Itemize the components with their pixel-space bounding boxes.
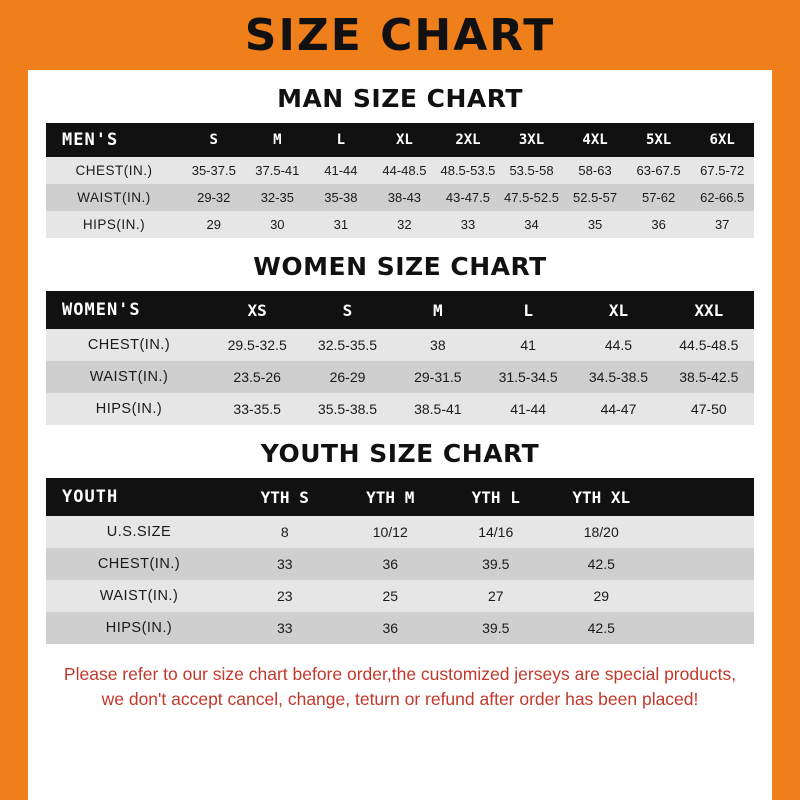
table-row bbox=[46, 157, 754, 184]
table-row bbox=[46, 123, 754, 157]
cell: 35-37.5 bbox=[182, 157, 246, 184]
cell: 37.5-41 bbox=[246, 157, 310, 184]
cell: 57-62 bbox=[627, 184, 691, 211]
cell: 42.5 bbox=[549, 548, 655, 580]
cell-spacer bbox=[654, 580, 754, 612]
cell: 29 bbox=[549, 580, 655, 612]
section-man bbox=[32, 84, 768, 238]
left-orange-bar bbox=[0, 0, 28, 800]
cell: 67.5-72 bbox=[690, 157, 754, 184]
row-head-waist: WAIST(IN.) bbox=[46, 184, 182, 211]
cell: 29 bbox=[182, 211, 246, 238]
col-head-xxl: XXL bbox=[664, 291, 754, 329]
section-title-man: MAN SIZE CHART bbox=[277, 84, 523, 113]
cell: 41 bbox=[483, 329, 573, 361]
cell-spacer bbox=[654, 612, 754, 644]
table-youth-head bbox=[46, 478, 754, 516]
order-notice bbox=[35, 662, 765, 713]
col-head-mens: MEN'S bbox=[46, 123, 182, 157]
col-head-l: L bbox=[309, 123, 373, 157]
notice-line-1: Please refer to our size chart before order,the customized jerseys are special products, bbox=[63, 664, 737, 684]
col-head-yth-l: YTH L bbox=[443, 478, 549, 516]
page-title: SIZE CHART bbox=[244, 10, 556, 61]
cell: 30 bbox=[246, 211, 310, 238]
cell: 32.5-35.5 bbox=[302, 329, 392, 361]
header-band bbox=[0, 0, 800, 70]
row-head-us-size: U.S.SIZE bbox=[46, 516, 232, 548]
cell: 14/16 bbox=[443, 516, 549, 548]
table-women-body bbox=[46, 329, 754, 425]
cell-spacer bbox=[654, 548, 754, 580]
cell: 26-29 bbox=[302, 361, 392, 393]
cell: 58-63 bbox=[563, 157, 627, 184]
cell: 33-35.5 bbox=[212, 393, 302, 425]
cell: 63-67.5 bbox=[627, 157, 691, 184]
cell: 38 bbox=[393, 329, 483, 361]
table-row bbox=[46, 516, 754, 548]
cell: 23.5-26 bbox=[212, 361, 302, 393]
cell: 43-47.5 bbox=[436, 184, 500, 211]
table-row bbox=[46, 291, 754, 329]
cell: 48.5-53.5 bbox=[436, 157, 500, 184]
table-man-head bbox=[46, 123, 754, 157]
cell: 31 bbox=[309, 211, 373, 238]
col-head-spacer bbox=[654, 478, 754, 516]
col-head-womens: WOMEN'S bbox=[46, 291, 212, 329]
cell: 36 bbox=[338, 612, 444, 644]
table-row bbox=[46, 478, 754, 516]
cell: 29.5-32.5 bbox=[212, 329, 302, 361]
table-man-body bbox=[46, 157, 754, 238]
col-head-l: L bbox=[483, 291, 573, 329]
cell: 29-32 bbox=[182, 184, 246, 211]
cell: 44-47 bbox=[573, 393, 663, 425]
col-head-youth: YOUTH bbox=[46, 478, 232, 516]
cell: 37 bbox=[690, 211, 754, 238]
col-head-3xl: 3XL bbox=[500, 123, 564, 157]
col-head-4xl: 4XL bbox=[563, 123, 627, 157]
col-head-yth-s: YTH S bbox=[232, 478, 338, 516]
table-man bbox=[46, 123, 754, 238]
cell: 23 bbox=[232, 580, 338, 612]
cell: 33 bbox=[436, 211, 500, 238]
cell: 29-31.5 bbox=[393, 361, 483, 393]
cell: 38-43 bbox=[373, 184, 437, 211]
section-title-women: WOMEN SIZE CHART bbox=[253, 252, 547, 281]
table-row bbox=[46, 329, 754, 361]
table-row bbox=[46, 580, 754, 612]
cell: 34 bbox=[500, 211, 564, 238]
cell: 44.5-48.5 bbox=[664, 329, 754, 361]
col-head-yth-xl: YTH XL bbox=[549, 478, 655, 516]
row-head-chest: CHEST(IN.) bbox=[46, 157, 182, 184]
row-head-waist: WAIST(IN.) bbox=[46, 580, 232, 612]
cell: 27 bbox=[443, 580, 549, 612]
cell: 62-66.5 bbox=[690, 184, 754, 211]
cell: 36 bbox=[627, 211, 691, 238]
cell: 25 bbox=[338, 580, 444, 612]
cell: 33 bbox=[232, 612, 338, 644]
row-head-chest: CHEST(IN.) bbox=[46, 329, 212, 361]
col-head-5xl: 5XL bbox=[627, 123, 691, 157]
notice-line-2: we don't accept cancel, change, teturn or refund after order has been placed! bbox=[101, 689, 699, 710]
right-orange-bar bbox=[772, 0, 800, 800]
cell: 34.5-38.5 bbox=[573, 361, 663, 393]
cell: 53.5-58 bbox=[500, 157, 564, 184]
cell: 10/12 bbox=[338, 516, 444, 548]
table-row bbox=[46, 184, 754, 211]
cell: 41-44 bbox=[483, 393, 573, 425]
cell: 39.5 bbox=[443, 612, 549, 644]
cell: 35.5-38.5 bbox=[302, 393, 392, 425]
col-head-m: M bbox=[246, 123, 310, 157]
cell: 38.5-41 bbox=[393, 393, 483, 425]
table-youth bbox=[46, 478, 754, 644]
cell-spacer bbox=[654, 516, 754, 548]
cell: 35 bbox=[563, 211, 627, 238]
row-head-hips: HIPS(IN.) bbox=[46, 211, 182, 238]
cell: 52.5-57 bbox=[563, 184, 627, 211]
cell: 42.5 bbox=[549, 612, 655, 644]
cell: 41-44 bbox=[309, 157, 373, 184]
table-row bbox=[46, 361, 754, 393]
cell: 47-50 bbox=[664, 393, 754, 425]
col-head-xl: XL bbox=[573, 291, 663, 329]
section-women bbox=[32, 252, 768, 425]
table-women-head bbox=[46, 291, 754, 329]
cell: 18/20 bbox=[549, 516, 655, 548]
col-head-2xl: 2XL bbox=[436, 123, 500, 157]
table-youth-body bbox=[46, 516, 754, 644]
col-head-m: M bbox=[393, 291, 483, 329]
cell: 31.5-34.5 bbox=[483, 361, 573, 393]
cell: 44-48.5 bbox=[373, 157, 437, 184]
cell: 36 bbox=[338, 548, 444, 580]
col-head-s: S bbox=[302, 291, 392, 329]
col-head-6xl: 6XL bbox=[690, 123, 754, 157]
row-head-waist: WAIST(IN.) bbox=[46, 361, 212, 393]
section-youth bbox=[32, 439, 768, 644]
table-row bbox=[46, 211, 754, 238]
row-head-hips: HIPS(IN.) bbox=[46, 393, 212, 425]
table-row bbox=[46, 393, 754, 425]
cell: 33 bbox=[232, 548, 338, 580]
cell: 8 bbox=[232, 516, 338, 548]
row-head-hips: HIPS(IN.) bbox=[46, 612, 232, 644]
cell: 35-38 bbox=[309, 184, 373, 211]
table-row bbox=[46, 612, 754, 644]
cell: 44.5 bbox=[573, 329, 663, 361]
table-row bbox=[46, 548, 754, 580]
cell: 38.5-42.5 bbox=[664, 361, 754, 393]
col-head-yth-m: YTH M bbox=[338, 478, 444, 516]
col-head-xl: XL bbox=[373, 123, 437, 157]
table-women bbox=[46, 291, 754, 425]
cell: 39.5 bbox=[443, 548, 549, 580]
cell: 47.5-52.5 bbox=[500, 184, 564, 211]
cell: 32-35 bbox=[246, 184, 310, 211]
col-head-s: S bbox=[182, 123, 246, 157]
cell: 32 bbox=[373, 211, 437, 238]
section-title-youth: YOUTH SIZE CHART bbox=[260, 439, 540, 468]
row-head-chest: CHEST(IN.) bbox=[46, 548, 232, 580]
content-area bbox=[28, 70, 772, 800]
col-head-xs: XS bbox=[212, 291, 302, 329]
